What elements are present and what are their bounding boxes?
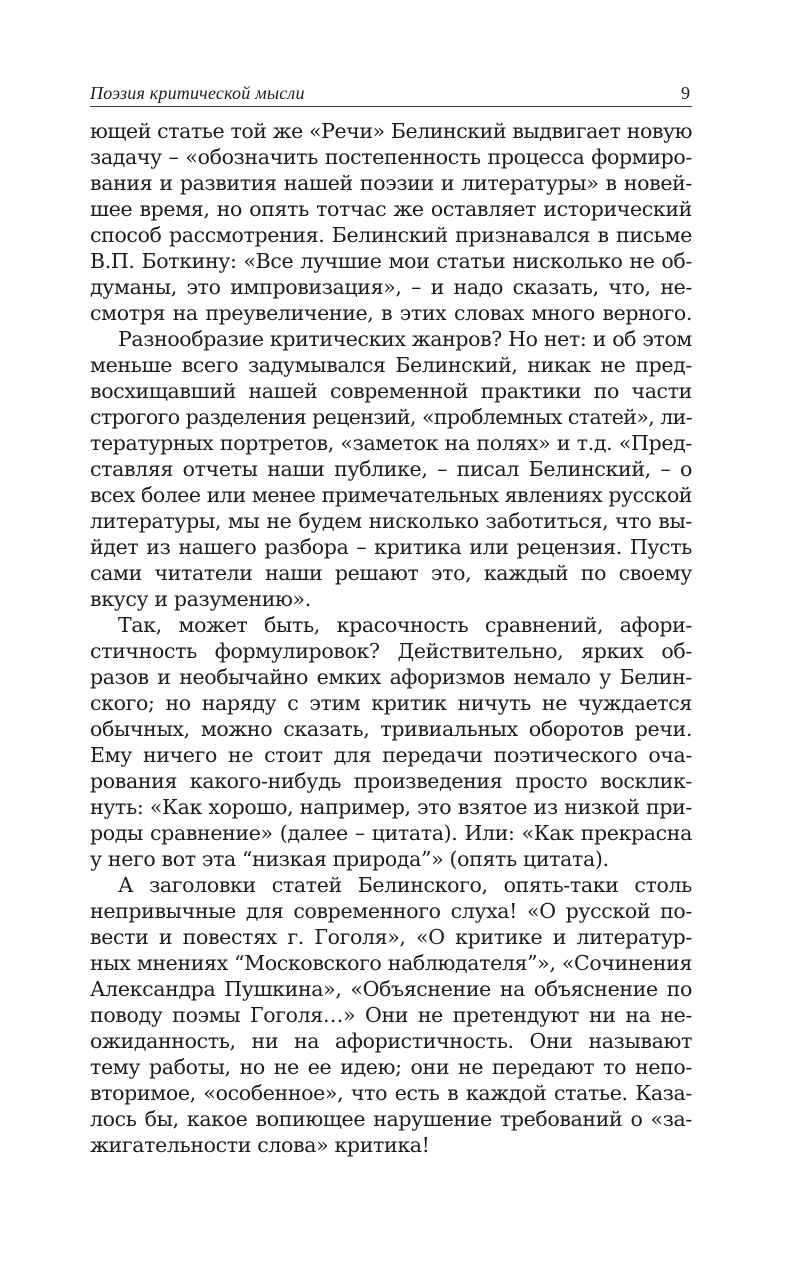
body-text — [90, 118, 692, 1158]
text-line: способ рассмотрения. Белинский признавался в письме — [90, 223, 692, 247]
text-line: восхищавший нашей современной практики по части — [90, 379, 692, 403]
text-line: у него вот эта “низкая природа”» (опять цитата). — [90, 847, 609, 871]
text-line: смотря на преувеличение, в этих словах много верного. — [90, 301, 692, 325]
text-line: вкусу и разумению». — [90, 587, 311, 611]
text-line: жигательности слова» критика! — [90, 1133, 430, 1157]
paragraph-3 — [90, 612, 692, 872]
text-line: роды сравнение» (далее – цитата). Или: «Как прекрасна — [90, 821, 692, 845]
text-line: А заголовки статей Белинского, опять-таки столь — [118, 873, 692, 897]
text-line: непривычные для современного слуха! «О русской по- — [90, 899, 692, 923]
text-line: строгого разделения рецензий, «проблемных статей», ли- — [90, 405, 692, 429]
text-line: ных мнениях “Московского наблюдателя”», «Сочинения — [90, 951, 692, 975]
text-line: йдет из нашего разбора – критика или рецензия. Пусть — [90, 535, 692, 559]
text-line: рования какого-нибудь произведения просто восклик- — [90, 769, 692, 793]
text-line: стичность формулировок? Действительно, ярких об- — [90, 639, 692, 663]
page-number: 9 — [681, 83, 690, 103]
running-title: Поэзия критической мысли — [90, 83, 305, 103]
text-line: тературных портретов, «заметок на полях» и т.д. «Пред- — [90, 431, 692, 455]
text-line: ставляя отчеты наши публике, – писал Белинский, – о — [90, 457, 692, 481]
text-line: разов и необычайно емких афоризмов немало у Белин- — [90, 665, 692, 689]
text-line: сами читатели наши решают это, каждый по своему — [90, 561, 692, 585]
text-line: поводу поэмы Гоголя…» Они не претендуют ни на не- — [90, 1003, 692, 1027]
running-head — [90, 82, 692, 107]
text-line: Так, может быть, красочность сравнений, афори- — [118, 613, 692, 637]
text-line: ющей статье той же «Речи» Белинский выдвигает новую — [90, 119, 692, 143]
text-line: обычных, можно сказать, тривиальных оборотов речи. — [90, 717, 692, 741]
text-line: нуть: «Как хорошо, например, это взятое из низкой при- — [90, 795, 692, 819]
text-line: Разнообразие критических жанров? Но нет: и об этом — [118, 327, 692, 351]
text-line: шее время, но опять тотчас же оставляет исторический — [90, 197, 692, 221]
text-line: вести и повестях г. Гоголя», «О критике и литератур- — [90, 925, 692, 949]
paragraph-1 — [90, 118, 692, 326]
text-line: Ему ничего не стоит для передачи поэтического оча- — [90, 743, 692, 767]
paragraph-4 — [90, 872, 692, 1158]
text-line: литературы, мы не будем нисколько заботиться, что вы- — [90, 509, 692, 533]
text-line: Александра Пушкина», «Объяснение на объяснение по — [90, 977, 692, 1001]
text-line: задачу – «обозначить постепенность процесса формиро- — [90, 145, 692, 169]
text-line: ожиданность, ни на афористичность. Они называют — [90, 1029, 692, 1053]
text-line: всех более или менее примечательных явлениях русской — [90, 483, 692, 507]
text-line: тему работы, но не ее идею; они не передают то непо- — [90, 1055, 692, 1079]
text-line: вторимое, «особенное», что есть в каждой статье. Каза- — [90, 1081, 692, 1105]
text-line: меньше всего задумывался Белинский, никак не пред- — [90, 353, 692, 377]
text-line: вания и развития нашей поэзии и литературы» в новей- — [90, 171, 692, 195]
paragraph-2 — [90, 326, 692, 612]
text-line: лось бы, какое вопиющее нарушение требований о «за- — [90, 1107, 692, 1131]
text-line: ского; но наряду с этим критик ничуть не чуждается — [90, 691, 692, 715]
text-line: думаны, это импровизация», – и надо сказать, что, не- — [90, 275, 692, 299]
text-line: В.П. Боткину: «Все лучшие мои статьи нисколько не об- — [90, 249, 692, 273]
